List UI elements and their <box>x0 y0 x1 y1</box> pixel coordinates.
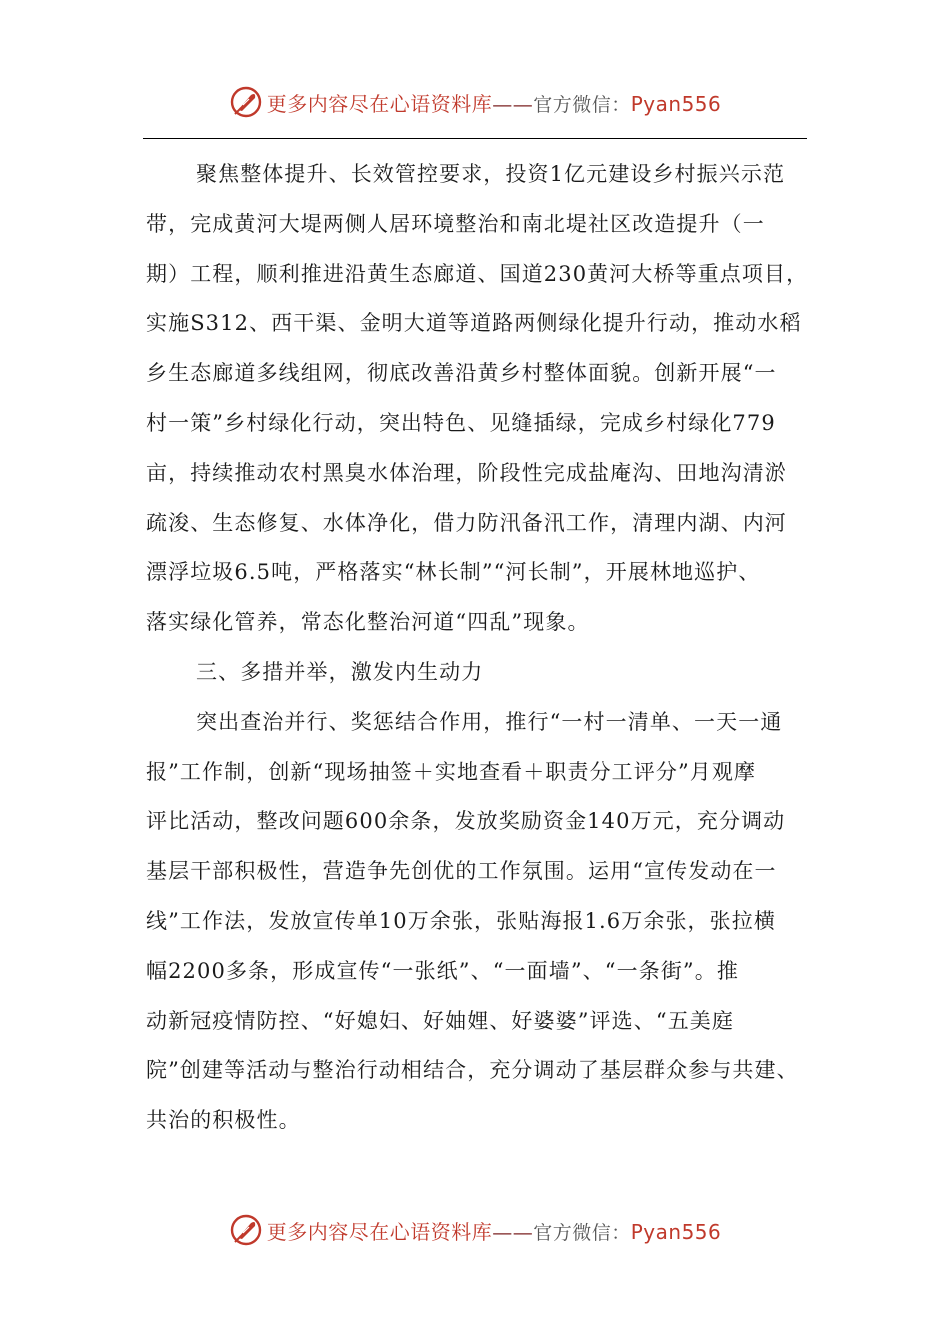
text-line: 线”工作法，发放宣传单10万余张，张贴海报1.6万余张，张拉横 <box>146 908 776 933</box>
text-line: 基层干部积极性，营造争先创优的工作氛围。运用“宣传发动在一 <box>146 859 777 884</box>
text-line: 期）工程，顺利推进沿黄生态廊道、国道230黄河大桥等重点项目， <box>146 261 809 286</box>
footer-banner-dash: —— <box>492 1219 534 1244</box>
footer-banner-main: 更多内容尽在心语资料库 <box>266 1219 493 1244</box>
text-line: 聚焦整体提升、长效管控要求，投资1亿元建设乡村振兴示范 <box>196 162 786 186</box>
text-line: 三、多措并举，激发内生动力 <box>196 659 484 684</box>
footer-banner <box>0 1208 950 1252</box>
header-banner-label: 官方微信： <box>533 93 631 116</box>
text-line: 漂浮垃圾6.5吨，严格落实“林长制”“河长制”，开展林地巡护、 <box>146 560 761 585</box>
document-body <box>146 150 809 1146</box>
quill-logo-icon <box>229 85 263 119</box>
text-line: 突出查治并行、奖惩结合作用，推行“一村一清单、一天一通 <box>196 709 783 734</box>
header-banner <box>0 80 950 124</box>
text-line: 院”创建等活动与整治行动相结合，充分调动了基层群众参与共建、 <box>146 1058 799 1083</box>
footer-banner-id: Pyan556 <box>630 1219 722 1244</box>
text-line: 报”工作制，创新“现场抽签＋实地查看＋职责分工评分”月观摩 <box>146 759 757 784</box>
text-line: 幅2200多条，形成宣传“一张纸”、“一面墙”、“一条街”。推 <box>146 958 739 983</box>
text-line: 落实绿化管养，常态化整治河道“四乱”现象。 <box>146 610 590 635</box>
header-banner-dash: —— <box>492 91 534 116</box>
text-line: 亩，持续推动农村黑臭水体治理，阶段性完成盐庵沟、田地沟清淤 <box>146 460 787 485</box>
quill-logo-icon <box>229 1213 263 1247</box>
header-banner-main: 更多内容尽在心语资料库 <box>266 91 493 116</box>
text-line: 实施S312、西干渠、金明大道等道路两侧绿化提升行动，推动水稻 <box>146 311 802 336</box>
text-line: 共治的积极性。 <box>146 1108 301 1133</box>
footer-banner-label: 官方微信： <box>533 1221 631 1244</box>
text-line: 动新冠疫情防控、“好媳妇、好妯娌、好婆婆”评选、“五美庭 <box>146 1008 735 1033</box>
header-banner-id: Pyan556 <box>630 91 722 116</box>
text-line: 带，完成黄河大堤两侧人居环境整治和南北堤社区改造提升（一 <box>146 211 765 236</box>
footer-banner-text <box>267 1216 722 1245</box>
header-rule <box>143 138 807 139</box>
text-line: 乡生态廊道多线组网，彻底改善沿黄乡村整体面貌。创新开展“一 <box>146 361 777 386</box>
text-line: 村一策”乡村绿化行动，突出特色、见缝插绿，完成乡村绿化779 <box>146 410 776 435</box>
header-banner-text <box>267 88 722 117</box>
text-line: 评比活动，整改问题600余条，发放奖励资金140万元，充分调动 <box>146 809 786 834</box>
text-line: 疏浚、生态修复、水体净化，借力防汛备汛工作，清理内湖、内河 <box>146 510 787 535</box>
